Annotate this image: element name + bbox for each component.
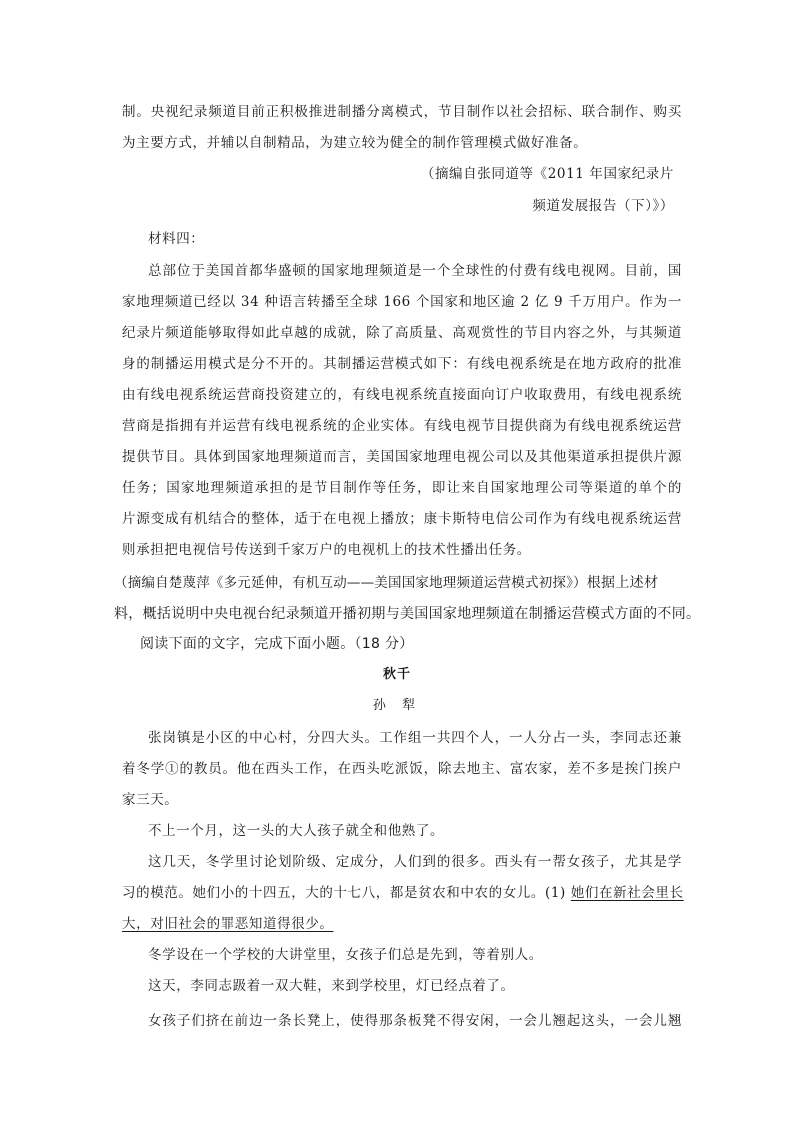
story-p1-line-1: 张岗镇是小区的中心村，分四大头。工作组一共四个人，一人分占一头，李同志还兼	[148, 730, 682, 746]
material3-line-2: 为主要方式，并辅以自制精品，为建立较为健全的制作管理模式做好准备。	[122, 135, 588, 151]
story-p5: 这天，李同志趿着一双大鞋，来到学校里，灯已经点着了。	[148, 978, 515, 994]
question-part-1: 根据上述材	[586, 575, 659, 591]
story-author: 孙 犁	[372, 698, 422, 713]
story-p3-line-1: 这几天，冬学里讨论划阶级、定成分，人们到的很多。西头有一帮女孩子，尤其是学	[148, 854, 682, 870]
story-p4: 冬学设在一个学校的大讲堂里，女孩子们总是先到，等着别人。	[148, 947, 543, 963]
story-p3-line-3	[122, 914, 682, 934]
material4-line-4: 身的制播运用模式是分不开的。其制播运营模式如下：有线电视系统是在地方政府的批准	[122, 356, 682, 372]
material4-line-8: 任务；国家地理频道承担的是节目制作等任务，即让来自国家地理公司等渠道的单个的	[122, 480, 682, 496]
material4-line-6: 营商是指拥有并运营有线电视系统的企业实体。有线电视节目提供商为有线电视系统运营	[122, 418, 682, 434]
question-line-2: 料，概括说明中央电视台纪录频道开播初期与美国国家地理频道在制播运营模式方面的不同。	[114, 606, 701, 622]
story-p6: 女孩子们挤在前边一条长凳上，使得那条板凳不得安闲，一会儿翘起这头，一会儿翘	[148, 1013, 682, 1029]
story-p1-line-2: 着冬学①的教员。他在西头工作，在西头吃派饭，除去地主、富农家，差不多是挨门挨户	[122, 761, 682, 777]
material4-line-3: 纪录片频道能够取得如此卓越的成就，除了高质量、高观赏性的节目内容之外，与其频道	[122, 325, 682, 341]
material4-line-2: 家地理频道已经以 34 种语言转播至全球 166 个国家和地区逾 2 亿 9 千万用户。作为一	[122, 294, 682, 310]
material4-source-and-question	[114, 573, 714, 593]
material4-line-5: 由有线电视系统运营商投资建立的，有线电视系统直接面向订户收取费用，有线电视系统	[122, 387, 682, 403]
story-p2: 不上一个月，这一头的大人孩子就全和他熟了。	[148, 823, 445, 839]
material4-line-7: 提供节目。具体到国家地理频道而言，美国国家地理电视公司以及其他渠道承担提供片源	[122, 449, 682, 465]
underlined-sentence-1: 她们在新社会里长	[570, 885, 684, 901]
story-p3-line-2	[122, 883, 682, 903]
material4-source: （摘编自楚蔑萍《多元延伸，有机互动——美国国家地理频道运营模式初探》）	[114, 575, 587, 591]
material4-line-10: 则承担把电视信号传送到千家万户的电视机上的技术性播出任务。	[122, 542, 531, 558]
material3-line-1: 制。央视纪录频道目前正积极推进制播分离模式，节目制作以社会招标、联合制作、购买	[122, 104, 682, 120]
material3-source-line-1: （摘编自张同道等《2011 年国家纪录片	[420, 166, 674, 182]
material4-heading: 材料四：	[148, 231, 205, 247]
material4-line-1: 总部位于美国首都华盛顿的国家地理频道是一个全球性的付费有线电视网。目前，国	[148, 263, 682, 279]
material3-source-line-2: 频道发展报告（下）》）	[532, 198, 674, 214]
material4-line-9: 片源变成有机结合的整体，适于在电视上播放；康卡斯特电信公司作为有线电视系统运营	[122, 511, 682, 527]
story-title: 秋千	[382, 667, 411, 682]
underlined-sentence-1-cont: 大，对旧社会的罪恶知道得很少。	[122, 916, 334, 932]
story-p1-line-3: 家三天。	[122, 792, 179, 808]
story-p3-line-2-plain: 习的模范。她们小的十四五，大的十七八，都是贫农和中农的女儿。(1)	[122, 885, 571, 901]
reading-instruction: 阅读下面的文字，完成下面小题。（18 分）	[140, 636, 414, 652]
